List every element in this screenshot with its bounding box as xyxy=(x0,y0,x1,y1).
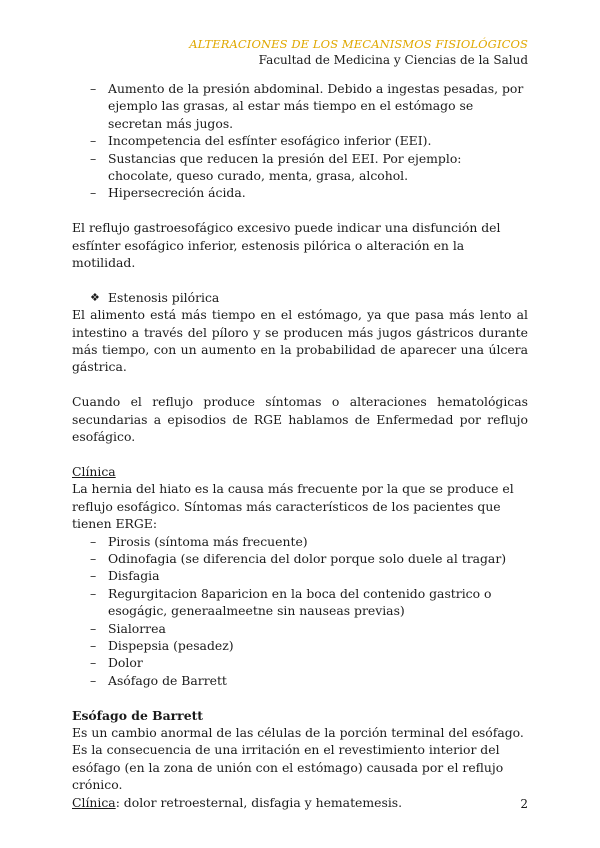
paragraph-estenosis: El alimento está más tiempo en el estómago, ya que pasa más lento al intestino a través del píloro y se producen más jugos gástricos durante más tiempo, con un aumento en la probabilidad de aparecer una úlcera gástrica. xyxy=(72,307,528,375)
clinica-text: : dolor retroesternal, disfagia y hematemesis. xyxy=(115,794,403,810)
paragraph-clinica-barrett xyxy=(72,794,528,811)
heading-clinica: Clínica xyxy=(72,463,116,479)
paragraph-hernia: La hernia del hiato es la causa más frecuente por la que se produce el reflujo esofágico. Síntomas más característicos de los pacientes que tienen ERGE: xyxy=(72,481,514,532)
list-item: – Pirosis (síntoma más frecuente) xyxy=(72,533,528,550)
list-item: – Incompetencia del esfínter esofágico inferior (EEI). xyxy=(72,132,528,149)
paragraph-reflujo: El reflujo gastroesofágico excesivo puede indicar una disfunción del esfínter esofágico inferior, estenosis pilórica o alteración en la motilidad. xyxy=(72,220,501,271)
list-item: – Regurgitacion 8aparicion en la boca del contenido gastrico o esogágic, generaalmeetne sin nauseas previas) xyxy=(72,585,528,620)
list-item: – Sialorrea xyxy=(72,620,528,637)
list-item: – Aumento de la presión abdominal. Debido a ingestas pesadas, por ejemplo las grasas, al estar más tiempo en el estómago se secretan más jugos. xyxy=(72,80,528,132)
list-item: – Disfagia xyxy=(72,567,528,584)
list-item: – Dispepsia (pesadez) xyxy=(72,637,528,654)
paragraph-barrett: Es un cambio anormal de las células de la porción terminal del esófago. Es la consecuencia de una irritación en el revestimiento interior del esófago (en la zona de unión con el estómago) causada por el reflujo crónico. xyxy=(72,724,524,793)
causes-list xyxy=(72,80,528,202)
header-title: ALTERACIONES DE LOS MECANISMOS FISIOLÓGICOS xyxy=(189,37,528,51)
paragraph-erge: Cuando el reflujo produce síntomas o alteraciones hematológicas secundarias a episodios de RGE hablamos de Enfermedad por reflujo esofágico. xyxy=(72,394,528,445)
list-item: – Asófago de Barrett xyxy=(72,672,528,689)
page-number: 2 xyxy=(520,797,528,811)
diamond-bullet-icon: ❖ xyxy=(90,290,100,304)
page-content xyxy=(72,80,528,811)
page-header xyxy=(189,36,528,69)
symptoms-list xyxy=(72,533,528,690)
list-item: – Hipersecreción ácida. xyxy=(72,184,528,201)
bullet-estenosis xyxy=(72,289,528,306)
bullet-label: Estenosis pilórica xyxy=(108,289,220,305)
clinica-label: Clínica xyxy=(72,794,116,810)
heading-barrett: Esófago de Barrett xyxy=(72,707,204,723)
list-item: – Odinofagia (se diferencia del dolor porque solo duele al tragar) xyxy=(72,550,528,567)
list-item: – Dolor xyxy=(72,654,528,671)
list-item: – Sustancias que reducen la presión del EEI. Por ejemplo: chocolate, queso curado, menta, grasa, alcohol. xyxy=(72,150,528,185)
header-subtitle: Facultad de Medicina y Ciencias de la Salud xyxy=(258,53,528,67)
